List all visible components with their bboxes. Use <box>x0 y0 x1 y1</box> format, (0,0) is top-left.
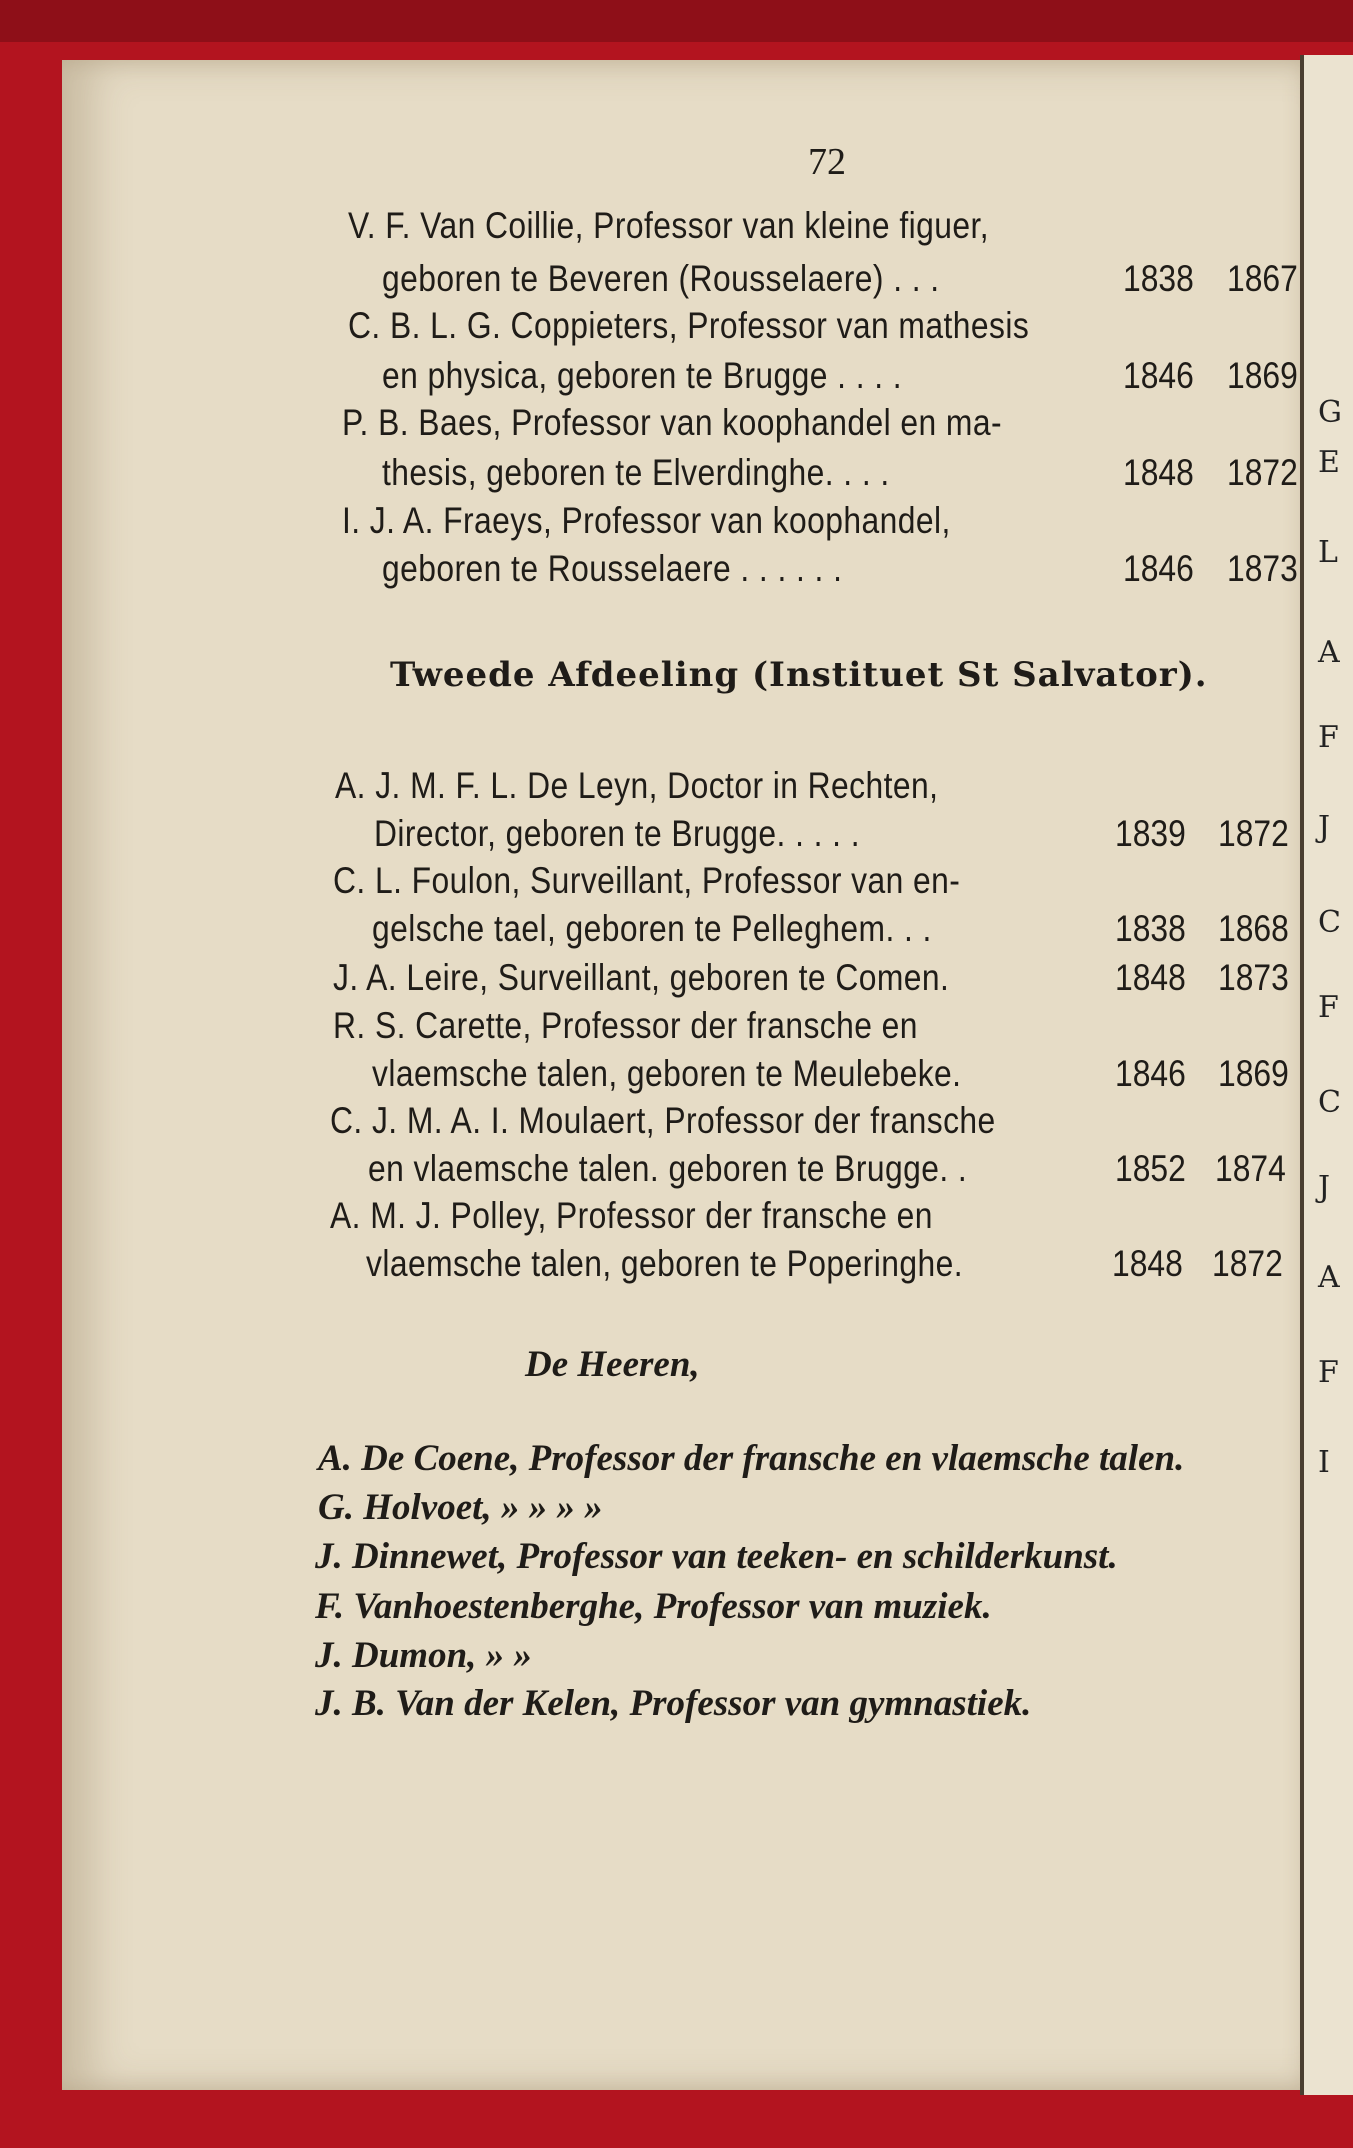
entry-year-end: 1867 <box>1227 258 1298 299</box>
entry-year-end: 1872 <box>1218 813 1289 854</box>
next-page-edge <box>1300 55 1353 2095</box>
entry-year-start: 1838 <box>1115 908 1186 949</box>
entry-year-end: 1873 <box>1227 548 1298 589</box>
fold-letter: C <box>1318 1085 1341 1120</box>
entry-line: A. J. M. F. L. De Leyn, Doctor in Rechten, <box>335 765 939 806</box>
fold-letter: A <box>1318 635 1340 670</box>
entry-line: R. S. Carette, Professor der fransche en <box>333 1005 918 1046</box>
section-heading: Tweede Afdeeling (Instituet St Salvator). <box>390 655 1208 695</box>
entry-line: vlaemsche talen, geboren te Poperinghe. <box>366 1243 963 1284</box>
entry-line: C. B. L. G. Coppieters, Professor van mathesis <box>348 305 1030 346</box>
entry-year-start: 1839 <box>1115 813 1186 854</box>
heeren-line: J. B. Van der Kelen, Professor van gymnastiek. <box>315 1683 1032 1724</box>
fold-letter: F <box>1318 720 1339 755</box>
heeren-line: F. Vanhoestenberghe, Professor van muziek. <box>315 1586 992 1627</box>
fold-letter: J <box>1318 810 1331 845</box>
entry-year-end: 1873 <box>1218 957 1289 998</box>
entry-year-end: 1874 <box>1215 1148 1286 1189</box>
fold-letter: A <box>1318 1260 1340 1295</box>
entry-line: thesis, geboren te Elverdinghe. . . . <box>382 452 890 493</box>
entry-line: C. J. M. A. I. Moulaert, Professor der fransche <box>330 1100 996 1141</box>
entry-line: geboren te Beveren (Rousselaere) . . . <box>382 258 940 299</box>
entry-line: I. J. A. Fraeys, Professor van koophandel, <box>342 500 951 541</box>
entry-year-end: 1869 <box>1227 355 1298 396</box>
fold-letter: L <box>1318 535 1338 570</box>
entry-year-start: 1852 <box>1115 1148 1186 1189</box>
fold-letter: I <box>1318 1445 1330 1480</box>
entry-year-start: 1848 <box>1115 957 1186 998</box>
entry-year-start: 1848 <box>1112 1243 1183 1284</box>
fold-letter: F <box>1318 1355 1339 1390</box>
entry-line: J. A. Leire, Surveillant, geboren te Comen. <box>333 957 950 998</box>
entry-line: gelsche tael, geboren te Pelleghem. . . <box>372 908 932 949</box>
book-cover-edge <box>0 0 1353 42</box>
entry-line: en physica, geboren te Brugge . . . . <box>382 355 903 396</box>
heeren-heading: De Heeren, <box>525 1344 700 1385</box>
entry-line: Director, geboren te Brugge. . . . . <box>374 813 860 854</box>
entry-year-start: 1838 <box>1123 258 1194 299</box>
entry-year-start: 1846 <box>1123 548 1194 589</box>
entry-line: C. L. Foulon, Surveillant, Professor van en- <box>333 860 961 901</box>
entry-line: P. B. Baes, Professor van koophandel en ma- <box>342 402 1002 443</box>
entry-year-end: 1872 <box>1227 452 1298 493</box>
heeren-line: A. De Coene, Professor der fransche en vlaemsche talen. <box>318 1438 1185 1479</box>
fold-letter: F <box>1318 990 1339 1025</box>
entry-year-end: 1869 <box>1218 1053 1289 1094</box>
entry-year-start: 1846 <box>1115 1053 1186 1094</box>
fold-letter: J <box>1318 1170 1331 1205</box>
heeren-line: J. Dumon, » » <box>315 1635 532 1676</box>
entry-year-start: 1846 <box>1123 355 1194 396</box>
entry-line: A. M. J. Polley, Professor der fransche en <box>330 1195 933 1236</box>
entry-year-end: 1872 <box>1212 1243 1283 1284</box>
heeren-line: J. Dinnewet, Professor van teeken- en schilderkunst. <box>315 1536 1118 1577</box>
heeren-line: G. Holvoet, » » » » <box>318 1487 603 1528</box>
entry-line: vlaemsche talen, geboren te Meulebeke. <box>372 1053 962 1094</box>
fold-letter: E <box>1318 445 1340 480</box>
entry-line: V. F. Van Coillie, Professor van kleine figuer, <box>348 205 990 246</box>
fold-letter: G <box>1318 395 1342 430</box>
entry-year-end: 1868 <box>1218 908 1289 949</box>
entry-line: en vlaemsche talen. geboren te Brugge. . <box>368 1148 968 1189</box>
entry-year-start: 1848 <box>1123 452 1194 493</box>
fold-letter: C <box>1318 905 1341 940</box>
page-number: 72 <box>808 141 846 183</box>
entry-line: geboren te Rousselaere . . . . . . <box>382 548 843 589</box>
